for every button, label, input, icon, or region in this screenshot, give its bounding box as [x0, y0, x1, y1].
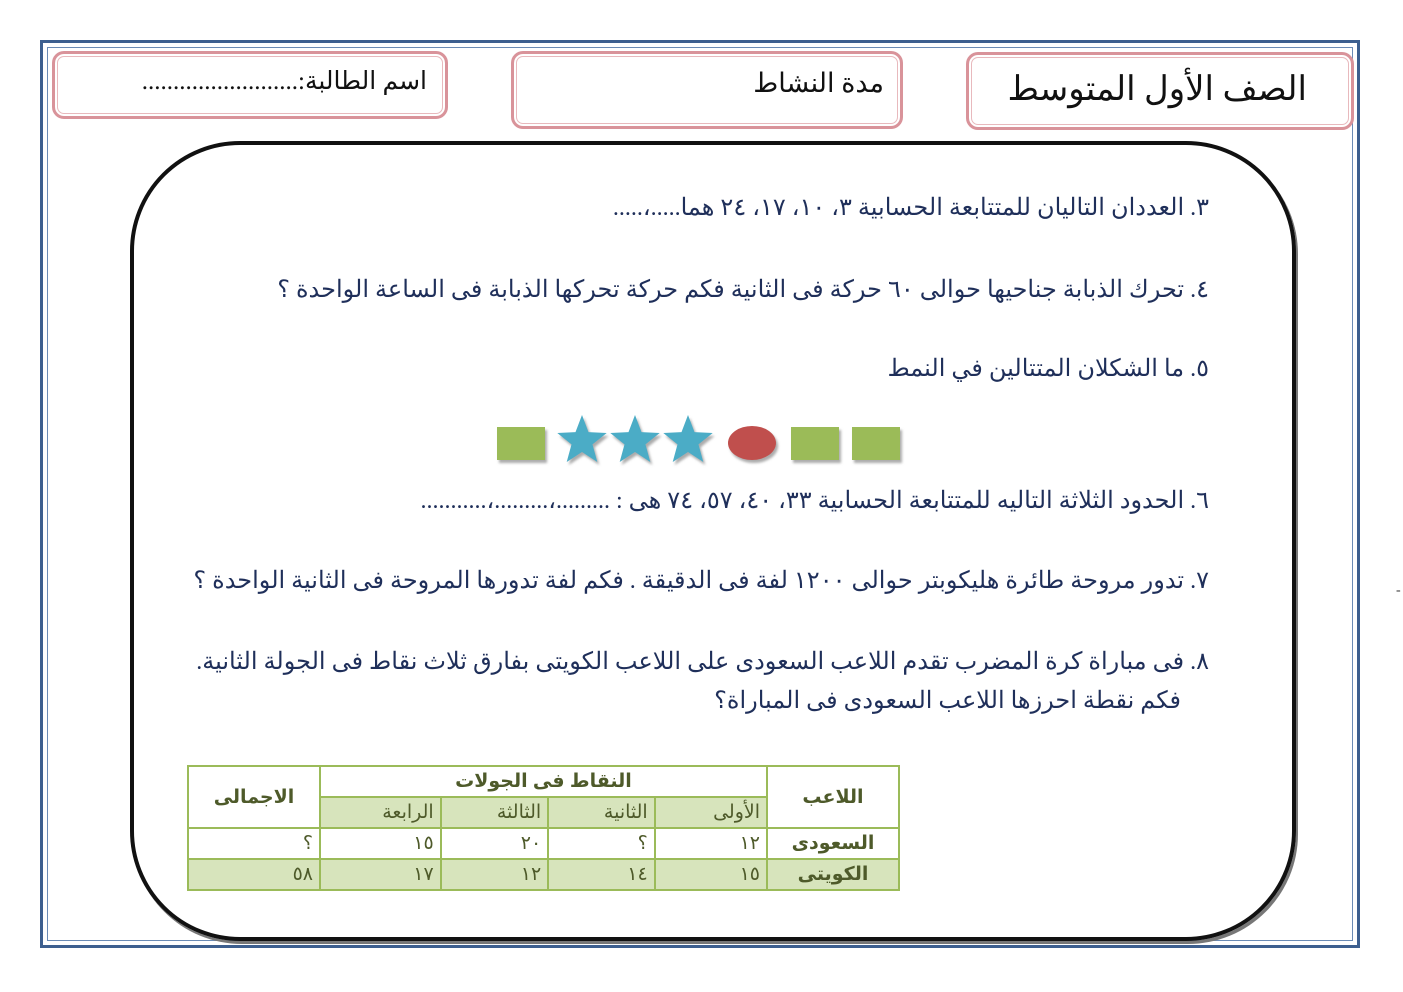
pattern-square	[791, 427, 839, 460]
round-header: الثانية	[548, 797, 655, 828]
scores-table	[187, 765, 900, 891]
question-4: ٤. تحرك الذبابة جناحيها حوالى ٦٠ حركة فى الثانية فكم حركة تحركها الذبابة فى الساعة الواحدة ؟	[277, 277, 1209, 303]
player-name: السعودى	[767, 828, 899, 859]
question-8-continued: فكم نقطة احرزها اللاعب السعودى فى المباراة؟	[714, 688, 1181, 714]
total-header: الاجمالى	[188, 766, 320, 828]
score-cell: ٢٠	[441, 828, 548, 859]
table-header-row	[188, 766, 899, 797]
score-cell: ١٧	[320, 859, 441, 890]
pattern-star	[610, 415, 659, 462]
score-cell: ١٥	[320, 828, 441, 859]
round-header: الأولى	[655, 797, 767, 828]
points-header: النقاط فى الجولات	[320, 766, 767, 797]
player-name: الكويتى	[767, 859, 899, 890]
pattern-square	[497, 427, 545, 460]
pattern-square	[852, 427, 900, 460]
question-8: ٨. فى مباراة كرة المضرب تقدم اللاعب السعودى على اللاعب الكويتى بفارق ثلاث نقاط فى الجولة الثانية.	[196, 649, 1209, 675]
table-row	[188, 859, 899, 890]
pattern-circle	[728, 426, 776, 460]
score-cell: ١٥	[655, 859, 767, 890]
score-cell: ١٤	[548, 859, 655, 890]
pattern-star	[557, 415, 606, 462]
score-cell: ١٢	[655, 828, 767, 859]
duration-label: مدة النشاط	[753, 68, 884, 98]
question-5: ٥. ما الشكلان المتتالين في النمط	[887, 356, 1209, 382]
player-header: اللاعب	[767, 766, 899, 828]
pattern-star	[663, 415, 712, 462]
round-header: الثالثة	[441, 797, 548, 828]
score-cell: ١٢	[441, 859, 548, 890]
table-row	[188, 828, 899, 859]
stray-mark: -	[1396, 583, 1401, 598]
question-3: ٣. العددان التاليان للمتتابعة الحسابية ٣، ١٠، ١٧، ٢٤ هما.....،.....	[612, 195, 1209, 221]
total-cell: ٥٨	[188, 859, 320, 890]
round-header: الرابعة	[320, 797, 441, 828]
grade-label: الصف الأول المتوسط	[1007, 71, 1307, 108]
total-cell: ؟	[188, 828, 320, 859]
question-6: ٦. الحدود الثلاثة التاليه للمتتابعة الحسابية ٣٣، ٤٠، ٥٧، ٧٤ هى : .........،.........،...........	[420, 488, 1209, 514]
question-7: ٧. تدور مروحة طائرة هليكوبتر حوالى ١٢٠٠ لفة فى الدقيقة . فكم لفة تدورها المروحة فى الثانية الواحدة ؟	[193, 568, 1209, 594]
student-name-label: اسم الطالبة:.........................	[141, 68, 427, 95]
score-cell: ؟	[548, 828, 655, 859]
